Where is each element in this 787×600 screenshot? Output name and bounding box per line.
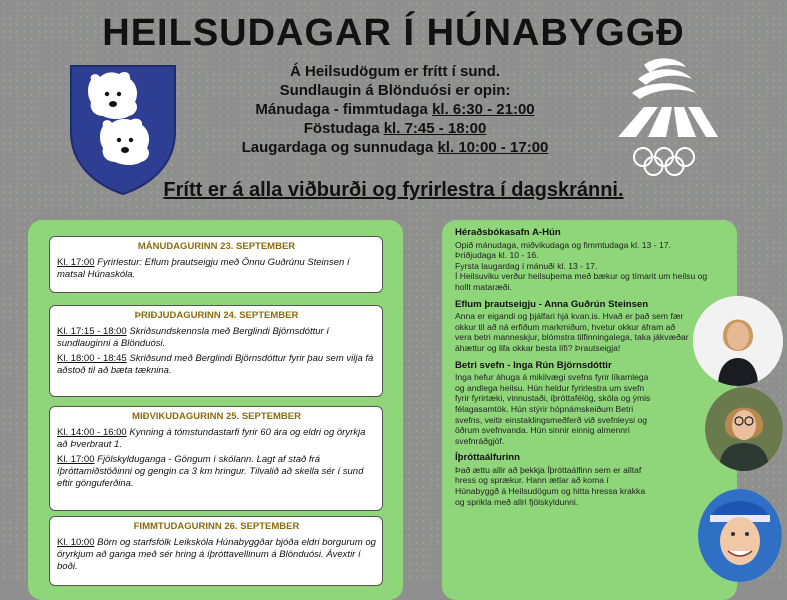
day-card-monday xyxy=(49,236,383,293)
section-heading: Íþróttaálfurinn xyxy=(455,452,521,464)
section-heading: Héraðsbókasafn A-Hún xyxy=(455,227,561,238)
day-card-wednesday xyxy=(49,406,383,511)
sports-elf-photo xyxy=(698,489,782,582)
pool-info xyxy=(200,62,590,157)
day-header: MIÐVIKUDAGURINN 25. SEPTEMBER xyxy=(132,411,301,422)
page-title: HEILSUDAGAR Í HÚNABYGGÐ xyxy=(102,12,685,54)
info-line-free-swim: Á Heilsudögum er frítt í sund. xyxy=(289,63,500,80)
day-card-tuesday xyxy=(49,305,383,397)
event-item: Kl. 17:15 - 18:00 Skriðsundskennsla með Berglindi Björnsdóttur í sundlauginni á Blönduósi. xyxy=(57,326,329,349)
day-header: MÁNUDAGURINN 23. SEPTEMBER xyxy=(137,241,296,252)
event-item: Kl. 17:00 Fyrirlestur: Eflum þrautseigju með Önnu Guðrúnu Steinsen í matsal Húnaskóla. xyxy=(57,257,350,280)
speaker-photo-inga xyxy=(705,387,783,471)
section-heading: Betri svefn - Inga Rún Björnsdóttir xyxy=(455,359,612,371)
day-header: FIMMTUDAGURINN 26. SEPTEMBER xyxy=(133,521,300,532)
speaker-photo-anna xyxy=(693,296,783,386)
olympic-rings-logo xyxy=(608,55,720,179)
event-item: Kl. 17:00 Fjölskylduganga - Göngum í skólann. Lagt af stað frá íþróttamiðstöðinni og gengin ca 3 km hringur. Tilvalið að skella sér í sund eftir gönguferðina. xyxy=(57,454,364,489)
event-item: Kl. 18:00 - 18:45 Skriðsund með Berglindi Björnsdóttur fyrir þau sem vilja fá aðstoð til að bæta tækninа. xyxy=(57,353,374,376)
event-item: Kl. 14:00 - 16:00 Kynning á tómstundastarfi fyrir 60 ára og eldri og öryrkja að Þverbraut 1. xyxy=(57,427,366,450)
hours-friday: Föstudaga kl. 7:45 - 18:00 xyxy=(303,120,487,137)
info-line-pool-open: Sundlaugin á Blönduósi er opin: xyxy=(279,82,511,99)
section-heading: Eflum þrautseigju - Anna Guðrún Steinsen xyxy=(455,298,649,310)
library-section: Héraðsbókasafn A-Hún Opið mánudaga, miðvikudaga og fimmtudaga kl. 13 - 17. Þriðjudaga kl. 10 - 16. Fyrsta laugardag í mánuði kl. 13 - 17. Í Heilsuviku verður heilsuþema með bækur og tímarit um heilsu og hollt mataræði. xyxy=(455,228,717,293)
sports-elf-section: Íþróttaálfurinn Það ættu allir að þekkja Íþróttaálfinn sem er alltaf hress og sprækur. Hann ætlar að koma í Húnabyggð á Heilsudögum og hitta hressa krakka og sprikla með allri fjölskyldunni. xyxy=(455,453,655,507)
hours-weekend: Laugardaga og sunnudaga kl. 10:00 - 17:00 xyxy=(241,139,549,156)
resilience-section: Eflum þrautseigju - Anna Guðrún Steinsen Anna er eigandi og þjálfari hjá kvan.is. Hvað er það sem fær okkur til að ná erfiðum markmiðum, hvetur okkur áfram að vera betri manneskjur, blómstra tilfinningalega, taka jákvæðar áhættur og lifa okkar besta lífi? Þrautseigja! xyxy=(455,298,689,353)
right-column xyxy=(455,228,717,514)
day-card-thursday xyxy=(49,516,383,586)
municipal-crest-logo xyxy=(67,62,179,196)
day-header: ÞRIÐJUDAGURINN 24. SEPTEMBER xyxy=(134,310,299,321)
event-item: Kl. 10:00 Börn og starfsfólk Leikskóla Húnabyggðar bjóða eldri borgurum og öryrkjum að ganga með sér hring á íþróttavellinum á Blönduósi. Ávextir í boði. xyxy=(57,537,376,572)
free-events-banner: Frítt er á alla viðburði og fyrirlestra í dagskránni. xyxy=(163,179,624,201)
hours-weekdays: Mánudaga - fimmtudaga kl. 6:30 - 21:00 xyxy=(255,101,535,118)
sleep-section: Betri svefn - Inga Rún Björnsdóttir Inga hefur áhuga á mikilvægi svefns fyrir líkamlega og andlega heilsu. Hún heldur fyrirlestra um svefn fyrir fyrirtæki, vinnustaði, íþróttafélög, skóla og ýmis félagasamtök. Hún stýrir hópnámskeiðum Betri svefns, veitir einstaklingsmeðferð við svefnleysi og öðrum svefnvanda. Hún sinnir einnig almennri svefnráðgjöf. xyxy=(455,361,655,447)
